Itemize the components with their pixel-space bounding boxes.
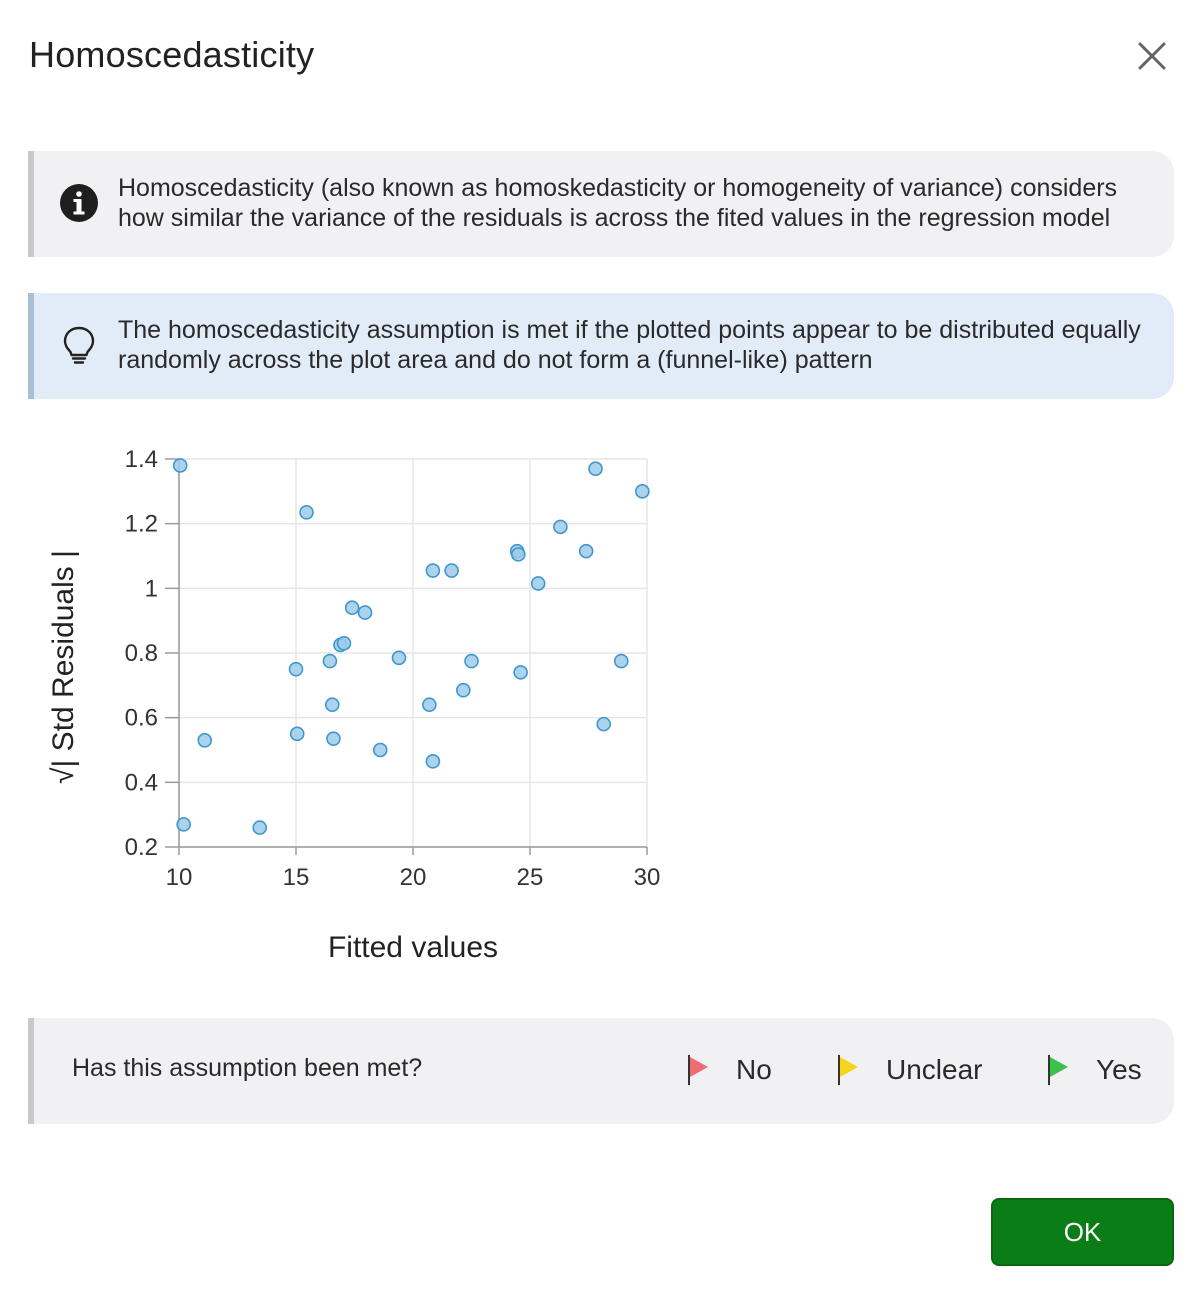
option-no[interactable] xyxy=(686,1050,772,1090)
data-point xyxy=(465,655,478,668)
data-point xyxy=(554,520,567,533)
assumption-question-panel xyxy=(28,1018,1174,1124)
ok-button[interactable]: OK xyxy=(991,1198,1174,1266)
data-point xyxy=(327,732,340,745)
x-tick-label: 25 xyxy=(516,864,544,891)
lightbulb-icon xyxy=(58,324,100,366)
x-tick-label: 10 xyxy=(165,864,193,891)
tip-text: The homoscedasticity assumption is met if the plotted points appear to be distributed equally randomly across the plot area and do not form a (funnel-like) pattern xyxy=(118,316,1141,374)
data-point xyxy=(253,821,266,834)
data-point xyxy=(636,485,649,498)
y-tick-label: 1.2 xyxy=(124,510,158,538)
data-point xyxy=(512,548,525,561)
x-axis-title: Fitted values xyxy=(327,931,499,964)
residuals-scatter-plot xyxy=(0,420,700,980)
x-tick-label: 30 xyxy=(633,864,661,891)
data-point xyxy=(597,718,610,731)
data-point xyxy=(346,601,359,614)
data-point xyxy=(291,727,304,740)
data-point xyxy=(323,655,336,668)
data-point xyxy=(532,577,545,590)
x-tick-label: 15 xyxy=(282,864,310,891)
y-tick-label: 0.6 xyxy=(124,704,158,732)
data-point xyxy=(589,462,602,475)
x-tick-label: 20 xyxy=(399,864,427,891)
y-tick-label: 0.8 xyxy=(124,640,158,667)
option-yes[interactable] xyxy=(1046,1050,1142,1090)
data-point xyxy=(337,637,350,650)
data-point xyxy=(174,459,187,472)
info-icon xyxy=(58,182,100,224)
question-text: Has this assumption been met? xyxy=(72,1054,423,1082)
flag-unclear-icon xyxy=(836,1053,862,1087)
info-panel xyxy=(28,151,1174,257)
flag-no-icon xyxy=(686,1053,712,1087)
data-point xyxy=(426,564,439,577)
data-point xyxy=(359,606,372,619)
option-unclear-label: Unclear xyxy=(886,1054,983,1085)
flag-yes-icon xyxy=(1046,1053,1072,1087)
data-point xyxy=(423,698,436,711)
y-tick-label: 0.2 xyxy=(124,834,158,861)
data-point xyxy=(580,545,593,558)
y-axis-title: √| Std Residuals | xyxy=(47,550,80,784)
option-yes-label: Yes xyxy=(1096,1054,1142,1085)
data-point xyxy=(290,663,303,676)
option-no-label: No xyxy=(736,1054,772,1085)
y-tick-label: 1.4 xyxy=(124,446,158,473)
close-icon[interactable] xyxy=(1132,36,1172,76)
data-point xyxy=(514,666,527,679)
option-unclear[interactable] xyxy=(836,1050,982,1090)
data-point xyxy=(177,818,190,831)
data-point xyxy=(457,684,470,697)
y-tick-label: 0.4 xyxy=(124,769,158,797)
data-point xyxy=(445,564,458,577)
data-point xyxy=(615,655,628,668)
data-point xyxy=(426,755,439,768)
y-tick-label: 1 xyxy=(144,575,158,603)
data-point xyxy=(300,506,313,519)
info-text: Homoscedasticity (also known as homoskedasticity or homogeneity of variance) considers how similar the variance of the residuals is across the fited values in the regression model xyxy=(118,174,1118,232)
data-point xyxy=(326,698,339,711)
data-point xyxy=(392,651,405,664)
dialog-title: Homoscedasticity xyxy=(29,34,315,75)
data-point xyxy=(374,744,387,757)
tip-panel xyxy=(28,293,1174,399)
data-point xyxy=(198,734,211,747)
